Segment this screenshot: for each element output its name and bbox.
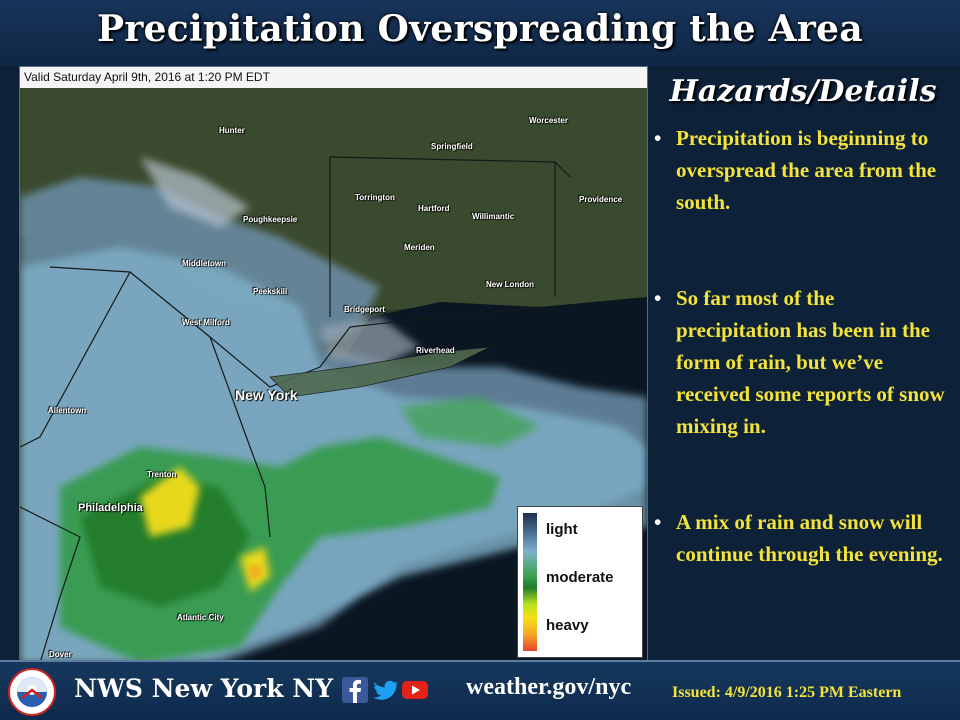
- issued-time: Issued: 4/9/2016 1:25 PM Eastern: [672, 684, 902, 701]
- bullet-icon: •: [654, 126, 662, 150]
- bullet-text: Precipitation is beginning to overspread the area from the south.: [676, 126, 937, 214]
- city-label: Peekskill: [253, 287, 288, 296]
- city-label: Worcester: [529, 116, 568, 125]
- facebook-icon[interactable]: [342, 677, 368, 703]
- valid-time-banner: Valid Saturday April 9th, 2016 at 1:20 PM EDT: [20, 67, 647, 88]
- city-label-new-york: New York: [235, 387, 298, 403]
- city-label: Riverhead: [416, 346, 455, 355]
- header-bar: [0, 0, 960, 66]
- city-label: Allentown: [48, 406, 87, 415]
- city-label: Poughkeepsie: [243, 215, 298, 224]
- bullet-icon: •: [654, 286, 662, 310]
- city-label: Hartford: [418, 204, 450, 213]
- radar-legend: [517, 506, 643, 658]
- sidebar-title: Hazards/Details: [669, 74, 937, 109]
- radar-map: [19, 66, 648, 664]
- city-label: New London: [486, 280, 534, 289]
- city-label: Middletown: [182, 259, 226, 268]
- office-name: NWS New York NY: [74, 674, 333, 703]
- hazards-sidebar: [646, 66, 960, 660]
- legend-label-moderate: moderate: [546, 569, 614, 586]
- city-label: West Milford: [182, 318, 230, 327]
- website-link[interactable]: weather.gov/nyc: [466, 674, 632, 700]
- bullet-text: So far most of the precipitation has been in the form of rain, but we’ve received some reports of snow mixing in.: [676, 286, 945, 438]
- legend-label-light: light: [546, 521, 578, 538]
- city-label: Torrington: [355, 193, 395, 202]
- city-label: Hunter: [219, 126, 245, 135]
- footer-bar: [0, 660, 960, 720]
- city-label: Atlantic City: [177, 613, 224, 622]
- bullet-icon: •: [654, 510, 662, 534]
- legend-label-heavy: heavy: [546, 617, 589, 634]
- youtube-icon[interactable]: [402, 677, 428, 703]
- city-label: Springfield: [431, 142, 473, 151]
- nws-logo-icon[interactable]: [8, 668, 56, 716]
- page-title: Precipitation Overspreading the Area: [96, 8, 864, 50]
- legend-color-bar: [523, 513, 537, 651]
- bullet-item: [654, 282, 954, 442]
- bullet-item: [654, 506, 954, 570]
- city-label: Dover: [49, 650, 72, 659]
- bullet-text: A mix of rain and snow will continue through the evening.: [676, 510, 943, 566]
- city-label: Meriden: [404, 243, 435, 252]
- bullet-item: [654, 122, 954, 218]
- city-label: Bridgeport: [344, 305, 385, 314]
- city-label: Willimantic: [472, 212, 515, 221]
- twitter-icon[interactable]: [372, 677, 398, 703]
- city-label: Philadelphia: [78, 502, 143, 514]
- city-label: Providence: [579, 195, 623, 204]
- city-label: Trenton: [147, 470, 177, 479]
